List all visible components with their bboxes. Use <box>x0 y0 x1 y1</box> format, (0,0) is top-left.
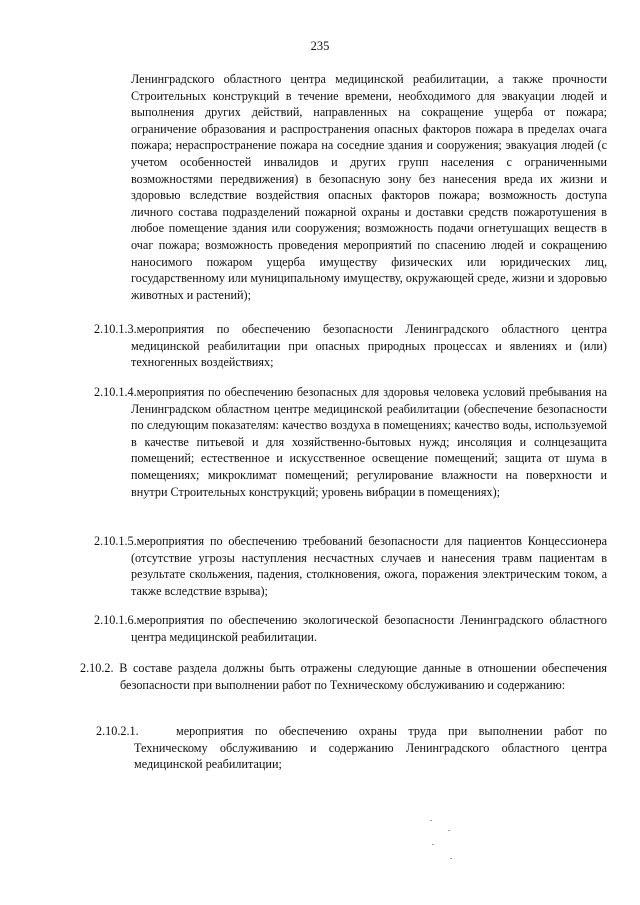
subsection-number: 2.10.2.1. <box>96 724 139 738</box>
list-item <box>94 533 607 599</box>
list-item <box>94 612 607 645</box>
speck <box>430 820 432 821</box>
item-text: мероприятия по обеспечению безопасных для здоровья человека условий пребывания на Ленинградском областном центре медицинской реабилитации (обеспечение безопасности по следующим показателям: качество воздуха в помещениях; качество воды, используемой в качестве питьевой и для хозяйственно-бытовых нужд; инсоляция и солнцезащита помещений; естественное и искусственное освещение помещений; защита от шума в помещениях; микроклимат помещений; регулирование влажности на поверхности и внутри Строительных конструкций; уровень вибрации в помещениях); <box>131 385 607 499</box>
speck <box>432 844 434 845</box>
list-item <box>94 384 607 500</box>
subsection-paragraph <box>96 723 607 773</box>
item-number: 2.10.1.4. <box>94 385 137 399</box>
speck <box>448 830 450 831</box>
list-item-body <box>94 612 607 645</box>
section-paragraph <box>80 660 607 693</box>
item-text: мероприятия по обеспечению безопасности Ленинградского областного центра медицинской реабилитации при опасных природных процессах и явлениях и (или) техногенных воздействиях; <box>131 322 607 370</box>
subsection-text: мероприятия по обеспечению охраны труда при выполнении работ по Техническому обслуживанию и содержанию Ленинградского областного центра медицинской реабилитации; <box>134 724 607 772</box>
list-item <box>94 321 607 371</box>
list-item-body <box>94 533 607 599</box>
item-number: 2.10.1.5. <box>94 534 137 548</box>
section-text: В составе раздела должны быть отражены следующие данные в отношении обеспечения безопасности при выполнении работ по Техническому обслуживанию и содержанию: <box>119 661 607 692</box>
page-number: 235 <box>310 39 330 53</box>
item-number: 2.10.1.3. <box>94 322 137 336</box>
list-item-body <box>94 321 607 371</box>
speck <box>450 858 452 859</box>
item-text: мероприятия по обеспечению требований безопасности для пациентов Концессионера (отсутствие угрозы наступления несчастных случаев и нанесения травм пациентам в результате скольжения, падения, столкновения, ожога, поражения электрическим током, а также вследствие взрыва); <box>131 534 607 598</box>
scan-specks <box>428 818 468 868</box>
section-number: 2.10.2. <box>80 661 114 675</box>
list-item-body <box>94 384 607 500</box>
item-number: 2.10.1.6. <box>94 613 137 627</box>
continued-paragraph: Ленинградского областного центра медицинской реабилитации, а также прочности Строительных конструкций в течение времени, необходимого для эвакуации людей и выполнения других действий, направленных на сокращение ущерба от пожара; ограничение образования и распространения опасных факторов пожара в пределах очага пожара; нераспространение пожара на соседние здания и сооружения; эвакуация людей (с учетом особенностей инвалидов и других групп населения с ограниченными возможностями передвижения) в безопасную зону без нанесения вреда их жизни и здоровью вследствие воздействия опасных факторов пожара; возможность доступа личного состава подразделений пожарной охраны и доставки средств пожаротушения в любое помещение здания или сооружения; возможность подачи огнетушащих веществ в очаг пожара; возможность проведения мероприятий по спасению людей и сокращению наносимого пожаром ущерба имуществу физических или юридических лиц, государственному или муниципальному имуществу, окружающей среде, жизни и здоровью животных и растений); <box>131 72 607 302</box>
item-text: мероприятия по обеспечению экологической безопасности Ленинградского областного центра медицинской реабилитации. <box>131 613 607 644</box>
